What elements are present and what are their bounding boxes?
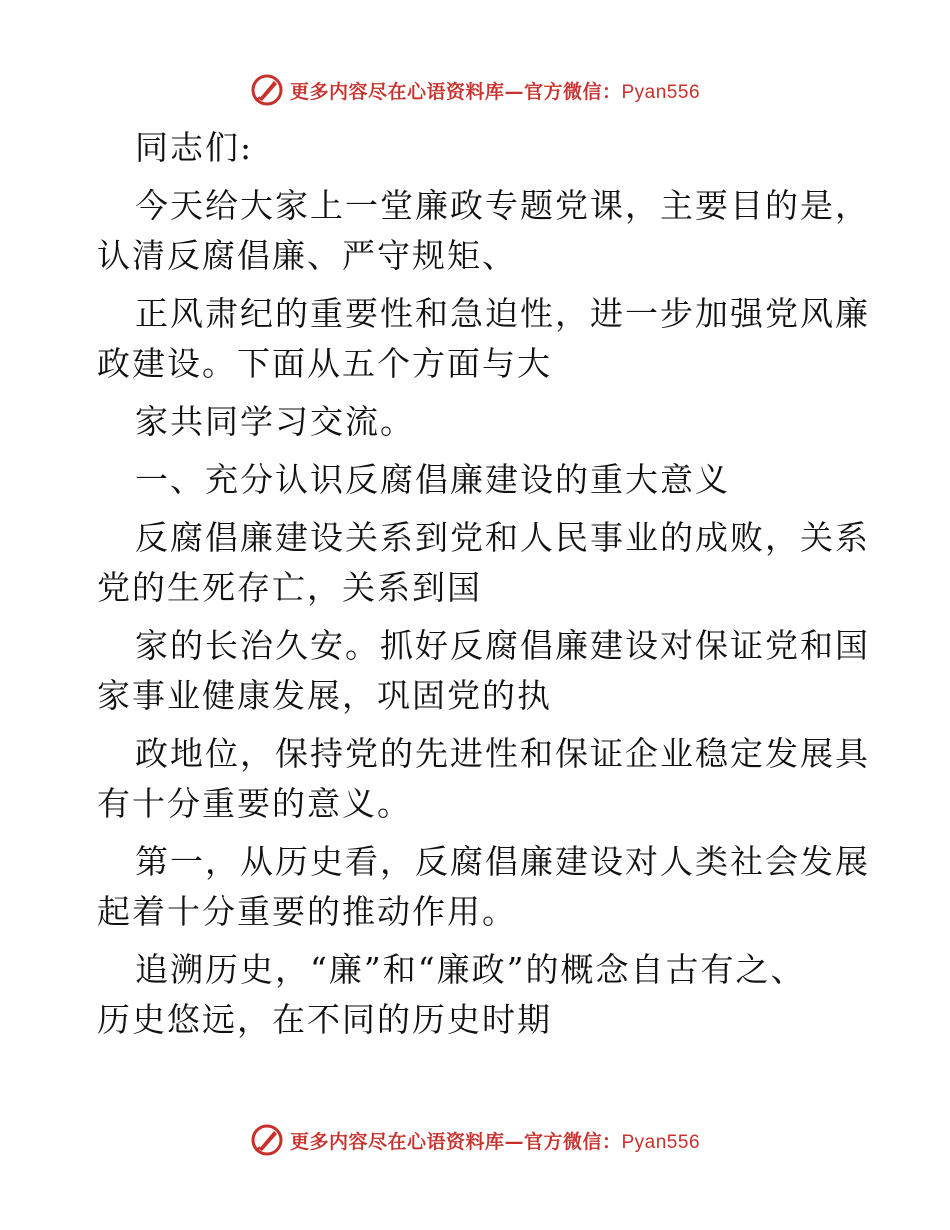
paragraph-line: 有十分重要的意义。: [97, 784, 412, 823]
paragraph-line: 第一，从历史看，反腐倡廉建设对人类社会发展: [135, 842, 870, 881]
paragraph-line: 今天给大家上一堂廉政专题党课，主要目的是，: [135, 186, 870, 225]
paragraph-line: 反腐倡廉建设关系到党和人民事业的成败，关系: [135, 518, 870, 557]
paragraph-line: 起着十分重要的推动作用。: [97, 892, 517, 931]
paragraph-line: 历史悠远，在不同的历史时期: [97, 1000, 552, 1039]
paragraph-line: 政建设。下面从五个方面与大: [97, 344, 552, 383]
document-body: [97, 125, 870, 1055]
paragraph-line: 追溯历史，“廉”和“廉政”的概念自古有之、: [135, 950, 806, 989]
header-banner-text: 更多内容尽在心语资料库—官方微信：Pyan556: [289, 80, 701, 103]
feather-pen-logo-icon: [250, 73, 284, 107]
paragraph-line: 党的生死存亡，关系到国: [97, 568, 482, 607]
paragraph-line: 家的长治久安。抓好反腐倡廉建设对保证党和国: [135, 626, 870, 665]
salutation: 同志们:: [135, 128, 254, 167]
footer-banner: [0, 1120, 950, 1160]
paragraph-line: 政地位，保持党的先进性和保证企业稳定发展具: [135, 734, 870, 773]
paragraph-line: 家事业健康发展，巩固党的执: [97, 676, 552, 715]
feather-pen-logo-icon: [250, 1123, 284, 1157]
header-banner: [0, 70, 950, 110]
paragraph-line: 认清反腐倡廉、严守规矩、: [97, 236, 517, 275]
paragraph-line: 家共同学习交流。: [135, 402, 415, 441]
footer-banner-text: 更多内容尽在心语资料库—官方微信：Pyan556: [289, 1130, 701, 1153]
paragraph-line: 正风肃纪的重要性和急迫性，进一步加强党风廉: [135, 294, 870, 333]
footer-wechat-id: Pyan556: [621, 1131, 701, 1153]
section-heading: 一、充分认识反腐倡廉建设的重大意义: [135, 460, 730, 499]
header-wechat-id: Pyan556: [621, 81, 701, 103]
